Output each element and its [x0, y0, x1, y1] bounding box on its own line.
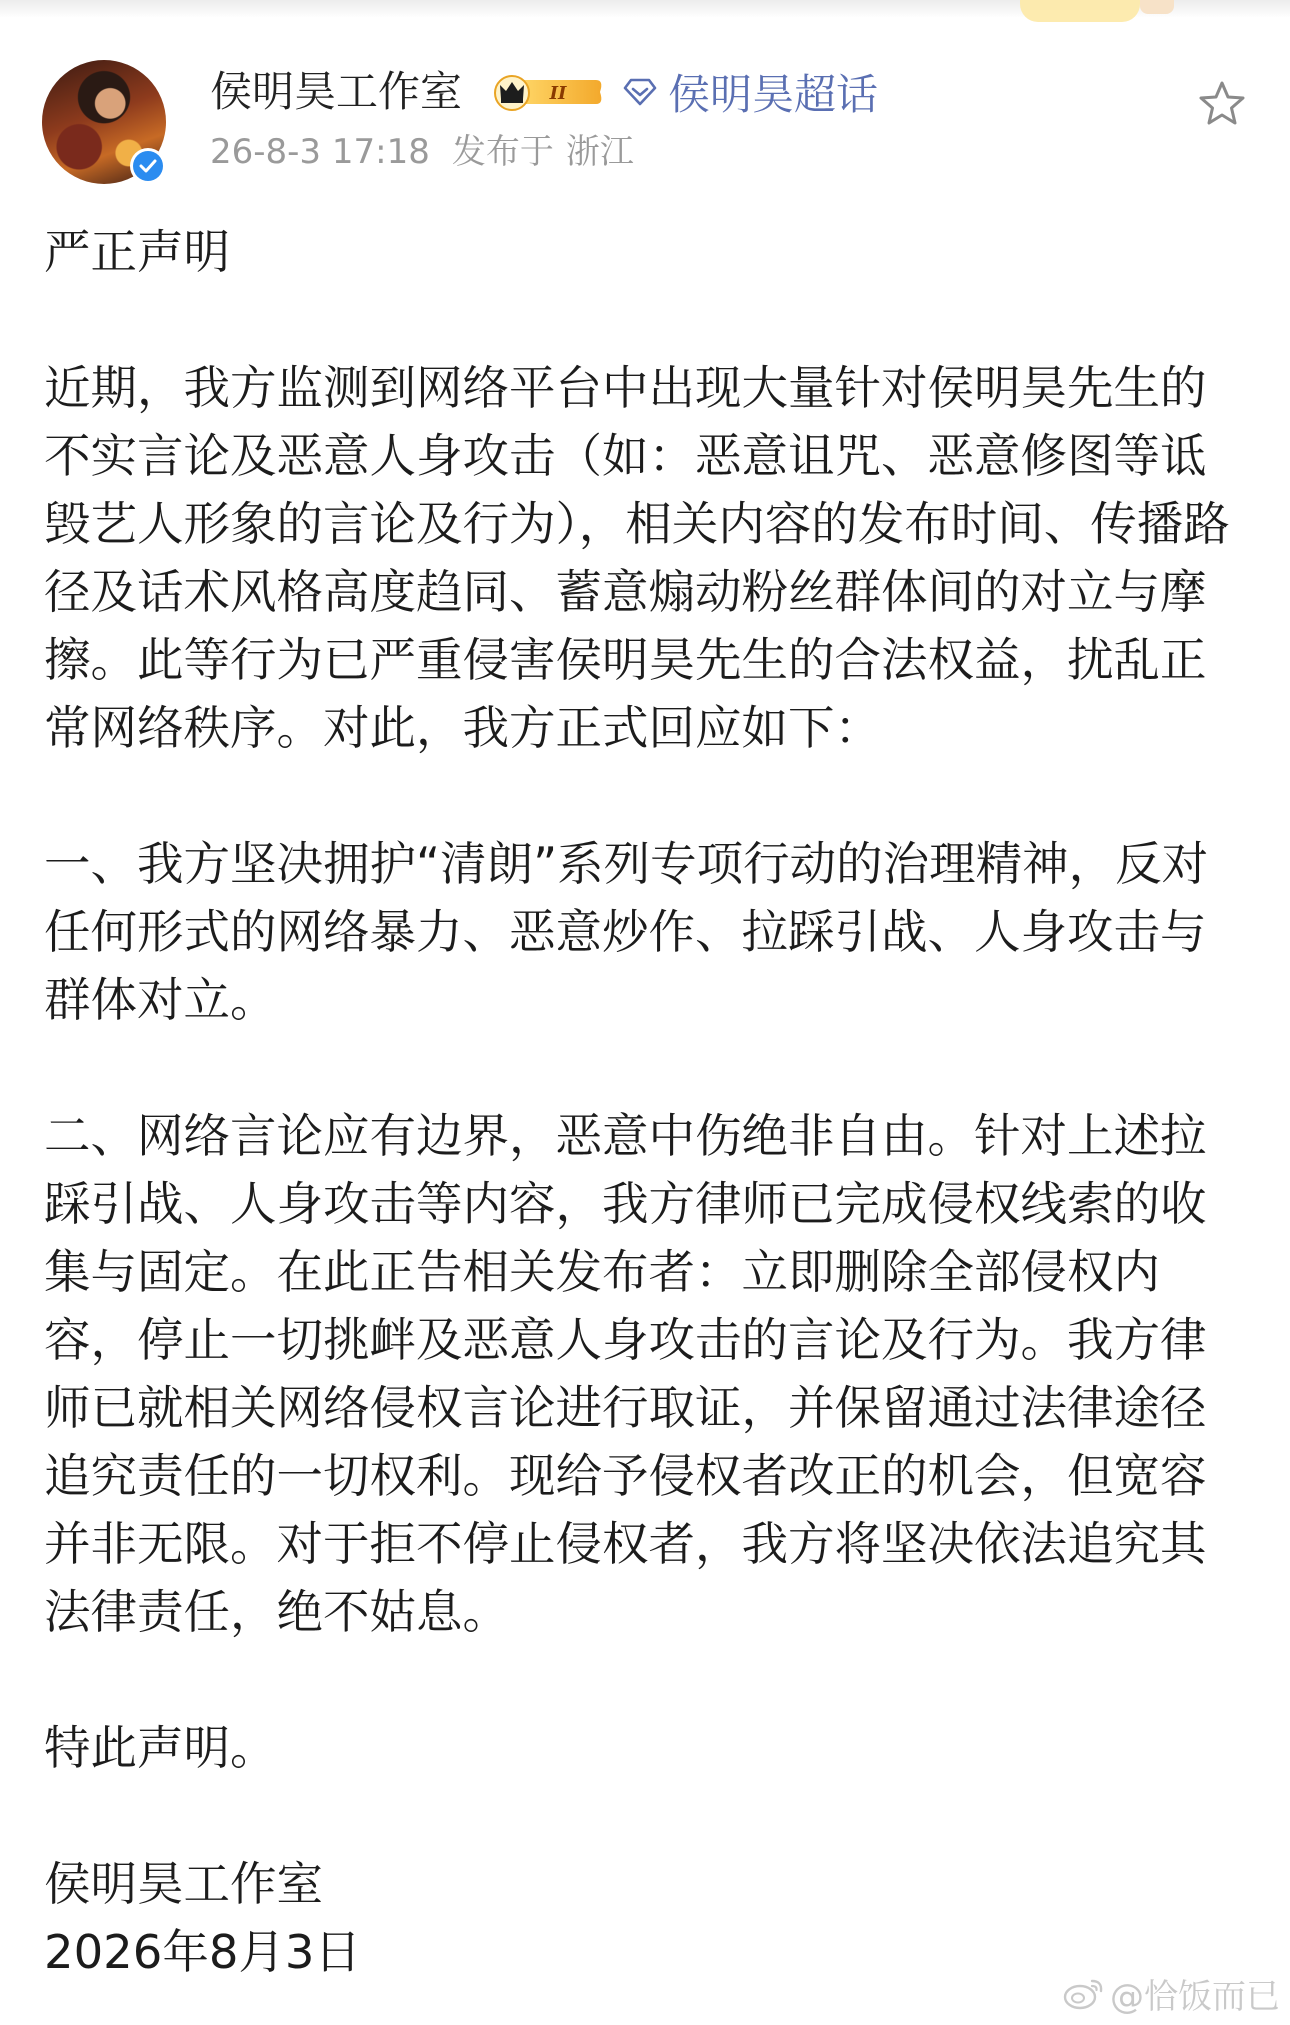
location-prefix: 发布于 [451, 132, 554, 172]
verified-check-icon [130, 148, 166, 184]
post-paragraph-intro: 近期，我方监测到网络平台中出现大量针对侯明昊先生的不实言论及恶意人身攻击（如：恶意诅咒、恶意修图等诋毁艺人形象的言论及行为），相关内容的发布时间、传播路径及话术风格高度趋同、蓄意煽动粉丝群体间的对立与摩擦。此等行为已严重侵害侯明昊先生的合法权益，扰乱正常网络秩序。对此，我方正式回应如下： [44, 361, 1230, 755]
rank-badge[interactable] [492, 72, 608, 112]
crown-icon [495, 76, 529, 110]
paragraph-gap [44, 1646, 1244, 1714]
paragraph-gap [44, 1034, 1244, 1102]
post-closing: 特此声明。 [44, 1721, 277, 1775]
account-name[interactable]: 侯明昊工作室 [210, 67, 463, 116]
top-sticker-decoration [1020, 0, 1140, 22]
top-sticker-decoration-small [1140, 0, 1174, 14]
paragraph-gap [44, 286, 1244, 354]
post-paragraph-point-one: 一、我方坚决拥护“清朗”系列专项行动的治理精神，反对任何形式的网络暴力、恶意炒作、拉踩引战、人身攻击与群体对立。 [44, 837, 1209, 1027]
watermark-text: @恰饭而已 [1110, 1976, 1280, 2017]
rank-badge-text: II [549, 83, 567, 104]
paragraph-gap [44, 1782, 1244, 1850]
diamond-icon [622, 77, 658, 107]
post-title: 严正声明 [44, 225, 230, 279]
super-topic-link[interactable] [622, 64, 878, 120]
post-body [44, 218, 1244, 1986]
paragraph-gap [44, 762, 1244, 830]
post-signature: 侯明昊工作室 [44, 1857, 323, 1911]
watermark [1062, 1968, 1280, 2018]
post-meta [210, 130, 656, 174]
post-location: 浙江 [565, 132, 634, 172]
post-date: 2026年8月3日 [44, 1925, 362, 1979]
super-topic-label: 侯明昊超话 [668, 70, 879, 119]
post-timestamp: 26-8-3 17:18 [210, 132, 430, 172]
weibo-logo-icon [1062, 1975, 1106, 2011]
star-outline-icon[interactable] [1196, 78, 1248, 130]
post-paragraph-point-two: 二、网络言论应有边界，恶意中伤绝非自由。针对上述拉踩引战、人身攻击等内容，我方律师已完成侵权线索的收集与固定。在此正告相关发布者：立即删除全部侵权内容，停止一切挑衅及恶意人身攻击的言论及行为。我方律师已就相关网络侵权言论进行取证，并保留通过法律途径追究责任的一切权利。现给予侵权者改正的机会，但宽容并非无限。对于拒不停止侵权者，我方将坚决依法追究其法律责任，绝不姑息。 [44, 1109, 1207, 1639]
